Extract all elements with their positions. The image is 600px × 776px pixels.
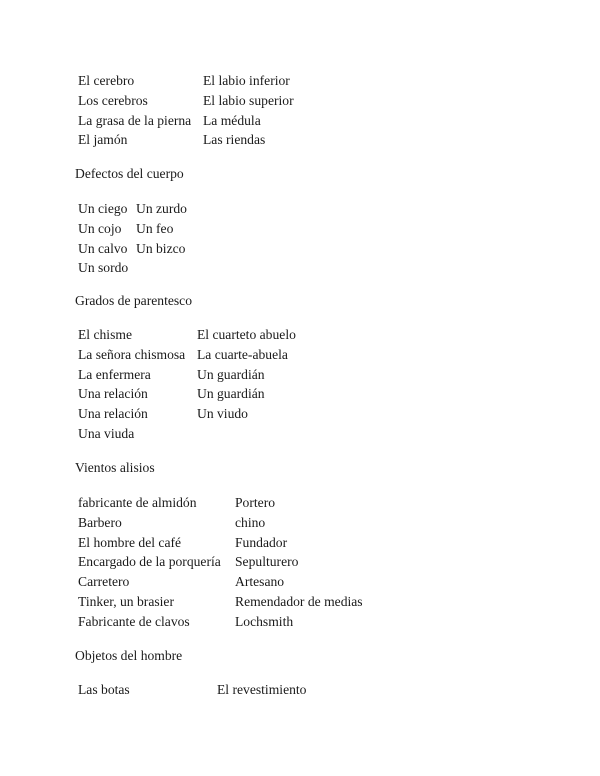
table-cell: Tinker, un brasier: [78, 593, 174, 609]
table-row: [78, 258, 187, 278]
table-cell: Fabricante de clavos: [78, 613, 190, 629]
table-row: [78, 424, 296, 444]
table-cell: La médula: [203, 112, 261, 128]
mens-objects-table: [78, 680, 306, 700]
section-heading-trade-winds: Vientos alisios: [75, 460, 155, 475]
table-cell: [197, 424, 296, 444]
body-defects-table: [78, 199, 187, 278]
table-cell: Las riendas: [203, 132, 266, 148]
table-row: [78, 111, 294, 131]
table-cell: El chisme: [78, 327, 132, 342]
table-cell: fabricante de almidón: [78, 495, 197, 510]
table-cell: Fundador: [235, 534, 288, 550]
table-cell: El jamón: [78, 132, 128, 148]
table-row: [78, 345, 296, 365]
table-row: [78, 552, 363, 572]
table-cell: Sepulturero: [235, 554, 299, 570]
table-row: [78, 199, 187, 219]
kinship-table: [78, 325, 296, 444]
table-cell: Los cerebros: [78, 92, 148, 108]
table-row: [78, 325, 296, 345]
section-heading-defects: Defectos del cuerpo: [75, 166, 184, 181]
table-cell: Un zurdo: [136, 201, 187, 216]
table-cell: El hombre del café: [78, 534, 182, 550]
table-cell: El labio inferior: [203, 73, 290, 88]
table-cell: El cuarteto abuelo: [197, 327, 296, 342]
table-row: [78, 384, 296, 404]
table-cell: [136, 258, 187, 278]
trades-table: [78, 493, 363, 632]
section-heading-kinship: Grados de parentesco: [75, 293, 193, 308]
table-cell: Un viudo: [197, 406, 248, 422]
table-cell: Un cojo: [78, 220, 122, 236]
table-cell: Un guardián: [197, 366, 265, 382]
table-row: [78, 365, 296, 385]
body-parts-table: [78, 71, 294, 150]
table-cell: Una viuda: [78, 425, 135, 441]
table-row: [78, 239, 187, 259]
table-row: [78, 513, 363, 533]
table-cell: El labio superior: [203, 92, 294, 108]
table-cell: Encargado de la porquería: [78, 554, 221, 570]
table-cell: Remendador de medias: [235, 593, 363, 609]
table-cell: Un calvo: [78, 240, 128, 256]
table-cell: Barbero: [78, 514, 122, 530]
table-cell: Una relación: [78, 406, 148, 422]
table-cell: Una relación: [78, 386, 148, 402]
table-row: [78, 680, 306, 700]
table-cell: El cerebro: [78, 73, 135, 88]
table-row: [78, 592, 363, 612]
table-cell: Un feo: [136, 220, 174, 236]
table-cell: Un guardián: [197, 386, 265, 402]
table-cell: El revestimiento: [217, 682, 307, 697]
table-cell: Portero: [235, 495, 276, 510]
section-heading-mens-objects: Objetos del hombre: [75, 648, 183, 663]
table-cell: Un ciego: [78, 201, 128, 216]
table-cell: Las botas: [78, 682, 130, 697]
table-row: [78, 130, 294, 150]
table-row: [78, 71, 294, 91]
table-row: [78, 572, 363, 592]
table-row: [78, 493, 363, 513]
table-row: [78, 91, 294, 111]
table-row: [78, 533, 363, 553]
table-cell: La grasa de la pierna: [78, 112, 192, 128]
table-row: [78, 404, 296, 424]
table-row: [78, 612, 363, 632]
table-cell: Un sordo: [78, 260, 129, 276]
table-cell: La señora chismosa: [78, 346, 186, 362]
table-cell: chino: [235, 514, 266, 530]
table-cell: Lochsmith: [235, 613, 294, 629]
table-cell: La cuarte-abuela: [197, 346, 288, 362]
table-cell: Artesano: [235, 574, 285, 590]
table-row: [78, 219, 187, 239]
table-cell: Un bizco: [136, 240, 186, 256]
table-cell: La enfermera: [78, 366, 151, 382]
table-cell: Carretero: [78, 574, 130, 590]
